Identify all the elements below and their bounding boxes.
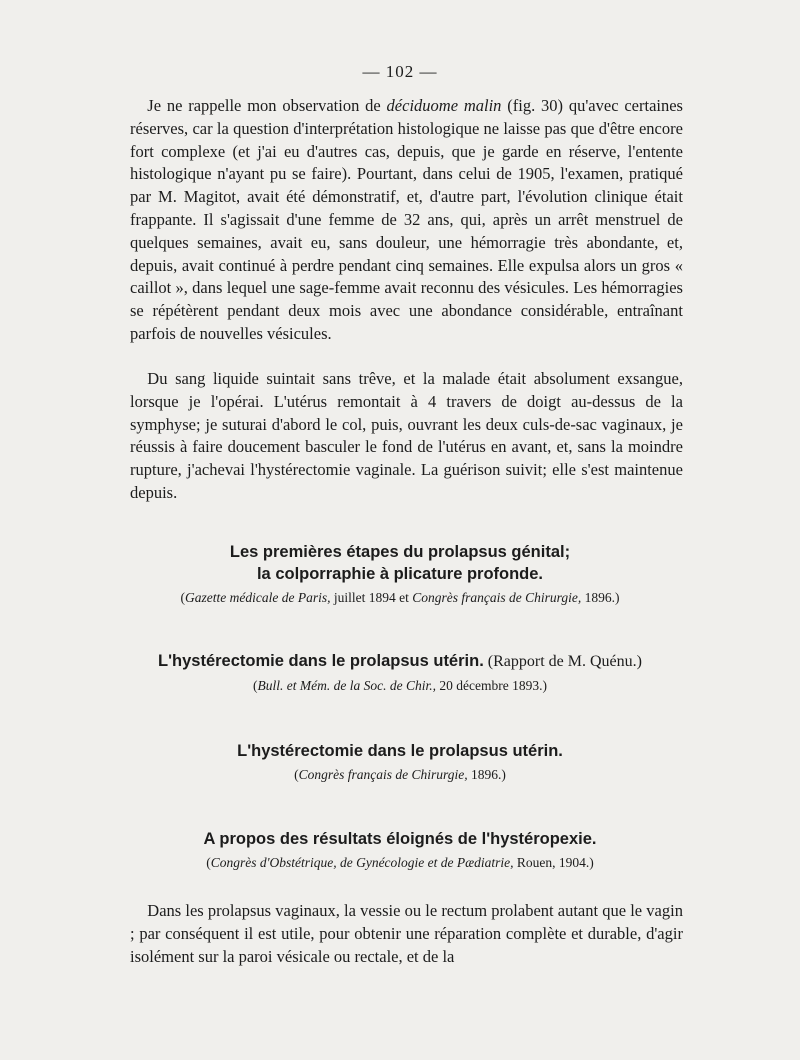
source-text: 1896.) (467, 767, 506, 782)
entry-title-note: (Rapport de M. Quénu.) (483, 653, 642, 670)
entry-title-line: Les premières étapes du prolapsus génital; (229, 543, 571, 561)
source-text: 20 décembre 1893.) (436, 678, 547, 693)
source-text: juillet 1894 et (330, 590, 413, 605)
source-journal: Gazette médicale de Paris, (185, 590, 331, 605)
source-journal: Congrès d'Obstétrique, de Gynécologie et de Pædiatrie, (210, 855, 514, 870)
bibliography-entry (110, 650, 690, 695)
entry-title: L'hystérectomie dans le prolapsus utérin. (237, 742, 563, 760)
body-paragraph (130, 95, 683, 346)
entry-title-line: la colporraphie à plicature profonde. (256, 565, 544, 583)
entry-title (110, 541, 690, 585)
source-text: Rouen, 1904.) (513, 855, 594, 870)
body-paragraph: Dans les prolapsus vaginaux, la vessie ou le rectum prolabent autant que le vagin ; par conséquent il est utile, pour obtenir une réparation complète et durable, d'agir isolément sur la paroi vésicale ou rectale, et de la (130, 901, 683, 966)
source-journal: Congrès français de Chirurgie, (412, 590, 582, 605)
body-paragraph: Du sang liquide suintait sans trêve, et la malade était absolument exsangue, lorsque je l'opérai. L'utérus remontait à 4 travers de doigt au-dessus de la symphyse; je suturai d'abord le col, puis, ouvrant les deux culs-de-sac vaginaux, je réussis à faire doucement basculer le fond de l'utérus en avant, et, sans la moindre rupture, j'achevai l'hystérectomie vaginale. La guérison suivit; elle s'est maintenue depuis. (130, 369, 683, 502)
bibliography-entry (110, 828, 690, 872)
source-journal: Bull. et Mém. de la Soc. de Chir., (257, 678, 436, 693)
bibliography-entry (110, 541, 690, 607)
page-number: — 102 — (362, 62, 438, 81)
source-text: 1896.) (581, 590, 620, 605)
entry-source (110, 677, 690, 695)
entry-source (110, 766, 690, 784)
entry-title-line: L'hystérectomie dans le prolapsus utérin. (158, 652, 484, 670)
entry-source (110, 854, 690, 872)
paragraph-italic-text: déciduome malin (386, 96, 502, 115)
entry-source (110, 589, 690, 607)
source-journal: Congrès français de Chirurgie, (298, 767, 468, 782)
source-text: ( (206, 855, 211, 870)
source-text: ( (253, 678, 258, 693)
source-text: ( (180, 590, 185, 605)
entry-title (110, 650, 690, 673)
paragraph-text: Je ne rappelle mon observation de (147, 96, 387, 115)
bibliography-entry (110, 740, 690, 784)
source-text: ( (294, 767, 299, 782)
entry-title: A propos des résultats éloignés de l'hystéropexie. (203, 830, 597, 848)
paragraph-text: (fig. 30) qu'avec certaines réserves, car la question d'interprétation histologique ne laisse pas que d'être encore fort complexe (et j'ai eu d'autres cas, depuis, que je garde en réserve, l'entente histologique n'ayant pu se faire). Pourtant, dans celui de 1905, l'examen, pratiqué par M. Magitot, avait été démonstratif, et, d'autre part, l'évolution clinique était frappante. Il s'agissait d'une femme de 32 ans, qui, après un arrêt menstruel de quelques semaines, avait eu, sans douleur, une hémorragie très abondante, et, depuis, avait continué à perdre pendant cinq semaines. Elle expulsa alors un gros « caillot », dans lequel une sage-femme avait reconnu des vésicules. Les hémorragies se répétèrent pendant deux mois avec une abondance considérable, entraînant parfois de nouvelles vésicules. (130, 96, 683, 343)
